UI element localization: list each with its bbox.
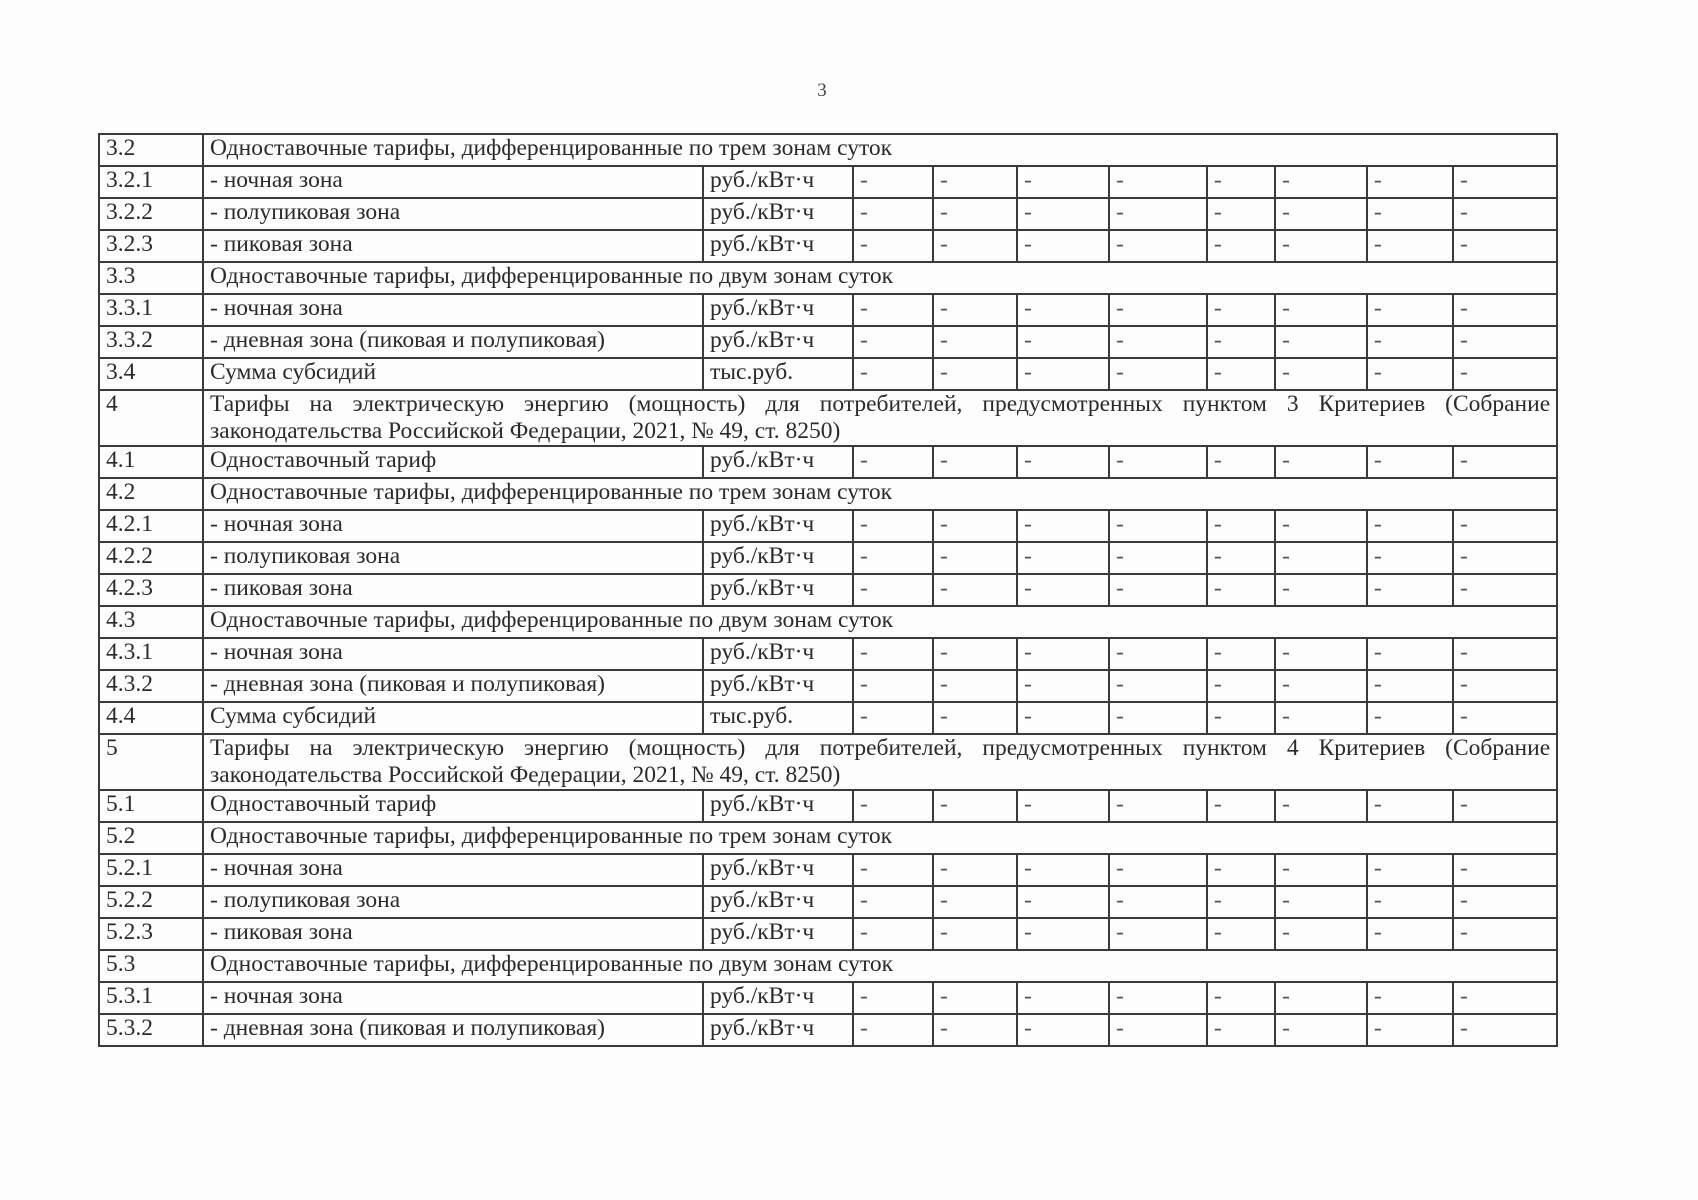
value-cell: - (1275, 542, 1367, 574)
indicator-name-cell: - полупиковая зона (203, 198, 703, 230)
value-cell: - (1367, 670, 1453, 702)
page-number: 3 (817, 80, 827, 101)
value-cell: - (1367, 918, 1453, 950)
indicator-name-cell: - пиковая зона (203, 918, 703, 950)
value-cell: - (933, 166, 1017, 198)
value-cell: - (1207, 702, 1275, 734)
value-cell: - (933, 326, 1017, 358)
value-cell: - (1207, 358, 1275, 390)
value-cell: - (1367, 702, 1453, 734)
value-cell: - (933, 294, 1017, 326)
value-cell: - (1367, 854, 1453, 886)
value-cell: - (1109, 790, 1207, 822)
table-row (99, 542, 1557, 574)
unit-cell: руб./кВт·ч (703, 854, 853, 886)
table-row (99, 326, 1557, 358)
value-cell: - (933, 886, 1017, 918)
table-row (99, 702, 1557, 734)
row-number-cell: 5.3 (99, 950, 203, 982)
unit-cell: руб./кВт·ч (703, 886, 853, 918)
value-cell: - (853, 854, 933, 886)
unit-cell: руб./кВт·ч (703, 510, 853, 542)
indicator-name-cell: - дневная зона (пиковая и полупиковая) (203, 1014, 703, 1046)
section-row (99, 950, 1557, 982)
value-cell: - (1453, 446, 1557, 478)
table-row (99, 230, 1557, 262)
value-cell: - (1275, 446, 1367, 478)
value-cell: - (1453, 230, 1557, 262)
table-row (99, 982, 1557, 1014)
value-cell: - (1275, 166, 1367, 198)
value-cell: - (933, 702, 1017, 734)
row-number-cell: 5.2.3 (99, 918, 203, 950)
section-row (99, 478, 1557, 510)
indicator-name-cell: - дневная зона (пиковая и полупиковая) (203, 326, 703, 358)
value-cell: - (1453, 574, 1557, 606)
value-cell: - (1275, 854, 1367, 886)
value-cell: - (1367, 790, 1453, 822)
indicator-name-cell: - полупиковая зона (203, 886, 703, 918)
value-cell: - (1207, 574, 1275, 606)
value-cell: - (1017, 574, 1109, 606)
value-cell: - (1109, 294, 1207, 326)
unit-cell: руб./кВт·ч (703, 1014, 853, 1046)
value-cell: - (1275, 198, 1367, 230)
section-title-cell: Тарифы на электрическую энергию (мощность) для потребителей, предусмотренных пунктом 4 Критериев (Собрание законодательства Российской Федерации, 2021, № 49, ст. 8250) (203, 734, 1557, 790)
value-cell: - (1017, 166, 1109, 198)
value-cell: - (1109, 982, 1207, 1014)
value-cell: - (933, 574, 1017, 606)
section-row (99, 134, 1557, 166)
row-number-cell: 5.1 (99, 790, 203, 822)
value-cell: - (1367, 510, 1453, 542)
value-cell: - (853, 702, 933, 734)
value-cell: - (1207, 638, 1275, 670)
value-cell: - (1109, 574, 1207, 606)
unit-cell: руб./кВт·ч (703, 294, 853, 326)
row-number-cell: 5.2.2 (99, 886, 203, 918)
table-row (99, 198, 1557, 230)
value-cell: - (1017, 982, 1109, 1014)
value-cell: - (853, 230, 933, 262)
unit-cell: руб./кВт·ч (703, 198, 853, 230)
table-row (99, 294, 1557, 326)
value-cell: - (853, 510, 933, 542)
value-cell: - (1453, 886, 1557, 918)
value-cell: - (1453, 542, 1557, 574)
row-number-cell: 4.3.1 (99, 638, 203, 670)
value-cell: - (1207, 982, 1275, 1014)
value-cell: - (1453, 198, 1557, 230)
value-cell: - (853, 542, 933, 574)
value-cell: - (1453, 166, 1557, 198)
value-cell: - (933, 1014, 1017, 1046)
row-number-cell: 5.2.1 (99, 854, 203, 886)
value-cell: - (1109, 326, 1207, 358)
section-title-cell: Одноставочные тарифы, дифференцированные по двум зонам суток (203, 262, 1557, 294)
row-number-cell: 3.2.1 (99, 166, 203, 198)
value-cell: - (933, 854, 1017, 886)
indicator-name-cell: - ночная зона (203, 510, 703, 542)
section-row (99, 822, 1557, 854)
value-cell: - (1367, 638, 1453, 670)
table-row (99, 790, 1557, 822)
value-cell: - (1017, 1014, 1109, 1046)
value-cell: - (1367, 542, 1453, 574)
value-cell: - (1453, 358, 1557, 390)
value-cell: - (853, 358, 933, 390)
value-cell: - (1017, 510, 1109, 542)
table-row (99, 574, 1557, 606)
row-number-cell: 4.1 (99, 446, 203, 478)
value-cell: - (1207, 1014, 1275, 1046)
row-number-cell: 3.2.2 (99, 198, 203, 230)
table-row (99, 510, 1557, 542)
indicator-name-cell: - ночная зона (203, 638, 703, 670)
value-cell: - (853, 638, 933, 670)
value-cell: - (1109, 886, 1207, 918)
value-cell: - (1207, 294, 1275, 326)
value-cell: - (853, 670, 933, 702)
row-number-cell: 4.3.2 (99, 670, 203, 702)
unit-cell: руб./кВт·ч (703, 638, 853, 670)
value-cell: - (1109, 638, 1207, 670)
value-cell: - (853, 886, 933, 918)
value-cell: - (1367, 574, 1453, 606)
value-cell: - (1109, 854, 1207, 886)
row-number-cell: 3.2.3 (99, 230, 203, 262)
value-cell: - (933, 198, 1017, 230)
section-row (99, 262, 1557, 294)
value-cell: - (1367, 982, 1453, 1014)
value-cell: - (1453, 854, 1557, 886)
value-cell: - (1207, 542, 1275, 574)
row-number-cell: 5.2 (99, 822, 203, 854)
value-cell: - (1207, 198, 1275, 230)
value-cell: - (853, 918, 933, 950)
value-cell: - (1453, 918, 1557, 950)
indicator-name-cell: - ночная зона (203, 982, 703, 1014)
value-cell: - (1017, 790, 1109, 822)
section-row (99, 390, 1557, 446)
value-cell: - (1367, 358, 1453, 390)
row-number-cell: 4.4 (99, 702, 203, 734)
value-cell: - (853, 446, 933, 478)
value-cell: - (1017, 854, 1109, 886)
unit-cell: руб./кВт·ч (703, 326, 853, 358)
value-cell: - (1275, 638, 1367, 670)
value-cell: - (1109, 702, 1207, 734)
value-cell: - (1017, 670, 1109, 702)
unit-cell: руб./кВт·ч (703, 230, 853, 262)
tariff-table (98, 133, 1558, 1047)
value-cell: - (1275, 358, 1367, 390)
value-cell: - (1275, 294, 1367, 326)
unit-cell: руб./кВт·ч (703, 574, 853, 606)
value-cell: - (1453, 326, 1557, 358)
row-number-cell: 4.2.2 (99, 542, 203, 574)
value-cell: - (853, 1014, 933, 1046)
row-number-cell: 4.2.1 (99, 510, 203, 542)
table-row (99, 670, 1557, 702)
value-cell: - (1367, 166, 1453, 198)
value-cell: - (853, 326, 933, 358)
value-cell: - (1275, 510, 1367, 542)
row-number-cell: 4.2 (99, 478, 203, 510)
value-cell: - (853, 982, 933, 1014)
value-cell: - (1109, 1014, 1207, 1046)
value-cell: - (1207, 230, 1275, 262)
row-number-cell: 4.3 (99, 606, 203, 638)
value-cell: - (1017, 638, 1109, 670)
value-cell: - (1275, 574, 1367, 606)
value-cell: - (933, 358, 1017, 390)
value-cell: - (1453, 510, 1557, 542)
indicator-name-cell: - пиковая зона (203, 230, 703, 262)
unit-cell: руб./кВт·ч (703, 446, 853, 478)
value-cell: - (1017, 230, 1109, 262)
value-cell: - (1109, 358, 1207, 390)
unit-cell: тыс.руб. (703, 702, 853, 734)
unit-cell: тыс.руб. (703, 358, 853, 390)
value-cell: - (1017, 918, 1109, 950)
row-number-cell: 3.4 (99, 358, 203, 390)
value-cell: - (1207, 918, 1275, 950)
value-cell: - (1017, 542, 1109, 574)
indicator-name-cell: - пиковая зона (203, 574, 703, 606)
value-cell: - (933, 670, 1017, 702)
unit-cell: руб./кВт·ч (703, 918, 853, 950)
value-cell: - (1453, 702, 1557, 734)
value-cell: - (1275, 230, 1367, 262)
row-number-cell: 4.2.3 (99, 574, 203, 606)
value-cell: - (1017, 358, 1109, 390)
value-cell: - (1453, 1014, 1557, 1046)
unit-cell: руб./кВт·ч (703, 982, 853, 1014)
value-cell: - (1109, 670, 1207, 702)
value-cell: - (1109, 166, 1207, 198)
unit-cell: руб./кВт·ч (703, 670, 853, 702)
value-cell: - (1367, 446, 1453, 478)
value-cell: - (933, 446, 1017, 478)
unit-cell: руб./кВт·ч (703, 790, 853, 822)
indicator-name-cell: - ночная зона (203, 166, 703, 198)
table-row (99, 918, 1557, 950)
indicator-name-cell: Сумма субсидий (203, 702, 703, 734)
table-row (99, 358, 1557, 390)
value-cell: - (1109, 198, 1207, 230)
indicator-name-cell: Одноставочный тариф (203, 790, 703, 822)
value-cell: - (1109, 446, 1207, 478)
value-cell: - (853, 574, 933, 606)
row-number-cell: 4 (99, 390, 203, 446)
value-cell: - (933, 230, 1017, 262)
value-cell: - (1367, 886, 1453, 918)
value-cell: - (1017, 702, 1109, 734)
value-cell: - (1109, 542, 1207, 574)
value-cell: - (933, 542, 1017, 574)
value-cell: - (1207, 854, 1275, 886)
indicator-name-cell: - ночная зона (203, 294, 703, 326)
section-title-cell: Одноставочные тарифы, дифференцированные по двум зонам суток (203, 950, 1557, 982)
table-row (99, 886, 1557, 918)
value-cell: - (1275, 886, 1367, 918)
table-row (99, 446, 1557, 478)
value-cell: - (1109, 918, 1207, 950)
value-cell: - (1367, 1014, 1453, 1046)
row-number-cell: 5 (99, 734, 203, 790)
value-cell: - (1275, 670, 1367, 702)
row-number-cell: 3.2 (99, 134, 203, 166)
table-row (99, 166, 1557, 198)
value-cell: - (853, 198, 933, 230)
value-cell: - (1453, 982, 1557, 1014)
value-cell: - (1367, 326, 1453, 358)
row-number-cell: 3.3.1 (99, 294, 203, 326)
row-number-cell: 5.3.1 (99, 982, 203, 1014)
row-number-cell: 5.3.2 (99, 1014, 203, 1046)
row-number-cell: 3.3.2 (99, 326, 203, 358)
value-cell: - (853, 166, 933, 198)
value-cell: - (1207, 670, 1275, 702)
value-cell: - (933, 790, 1017, 822)
value-cell: - (1453, 670, 1557, 702)
value-cell: - (1207, 446, 1275, 478)
value-cell: - (1207, 166, 1275, 198)
table-row (99, 1014, 1557, 1046)
row-number-cell: 3.3 (99, 262, 203, 294)
value-cell: - (1207, 326, 1275, 358)
unit-cell: руб./кВт·ч (703, 542, 853, 574)
value-cell: - (1109, 510, 1207, 542)
section-title-cell: Одноставочные тарифы, дифференцированные по трем зонам суток (203, 134, 1557, 166)
value-cell: - (1453, 638, 1557, 670)
value-cell: - (1367, 230, 1453, 262)
value-cell: - (1207, 510, 1275, 542)
value-cell: - (1275, 982, 1367, 1014)
value-cell: - (1275, 918, 1367, 950)
value-cell: - (1453, 294, 1557, 326)
value-cell: - (1275, 1014, 1367, 1046)
section-title-cell: Тарифы на электрическую энергию (мощность) для потребителей, предусмотренных пунктом 3 Критериев (Собрание законодательства Российской Федерации, 2021, № 49, ст. 8250) (203, 390, 1557, 446)
value-cell: - (1017, 198, 1109, 230)
tariff-table-body (99, 134, 1557, 1046)
value-cell: - (933, 918, 1017, 950)
value-cell: - (1207, 886, 1275, 918)
table-row (99, 638, 1557, 670)
value-cell: - (853, 294, 933, 326)
value-cell: - (933, 638, 1017, 670)
section-title-cell: Одноставочные тарифы, дифференцированные по трем зонам суток (203, 478, 1557, 510)
value-cell: - (853, 790, 933, 822)
indicator-name-cell: Сумма субсидий (203, 358, 703, 390)
value-cell: - (933, 510, 1017, 542)
value-cell: - (1207, 790, 1275, 822)
indicator-name-cell: - дневная зона (пиковая и полупиковая) (203, 670, 703, 702)
unit-cell: руб./кВт·ч (703, 166, 853, 198)
value-cell: - (1275, 790, 1367, 822)
indicator-name-cell: - полупиковая зона (203, 542, 703, 574)
value-cell: - (1017, 326, 1109, 358)
section-row (99, 606, 1557, 638)
section-title-cell: Одноставочные тарифы, дифференцированные по двум зонам суток (203, 606, 1557, 638)
section-title-cell: Одноставочные тарифы, дифференцированные по трем зонам суток (203, 822, 1557, 854)
value-cell: - (1275, 702, 1367, 734)
indicator-name-cell: - ночная зона (203, 854, 703, 886)
value-cell: - (933, 982, 1017, 1014)
value-cell: - (1453, 790, 1557, 822)
indicator-name-cell: Одноставочный тариф (203, 446, 703, 478)
value-cell: - (1367, 198, 1453, 230)
value-cell: - (1367, 294, 1453, 326)
value-cell: - (1275, 326, 1367, 358)
value-cell: - (1109, 230, 1207, 262)
value-cell: - (1017, 446, 1109, 478)
value-cell: - (1017, 886, 1109, 918)
section-row (99, 734, 1557, 790)
table-row (99, 854, 1557, 886)
value-cell: - (1017, 294, 1109, 326)
